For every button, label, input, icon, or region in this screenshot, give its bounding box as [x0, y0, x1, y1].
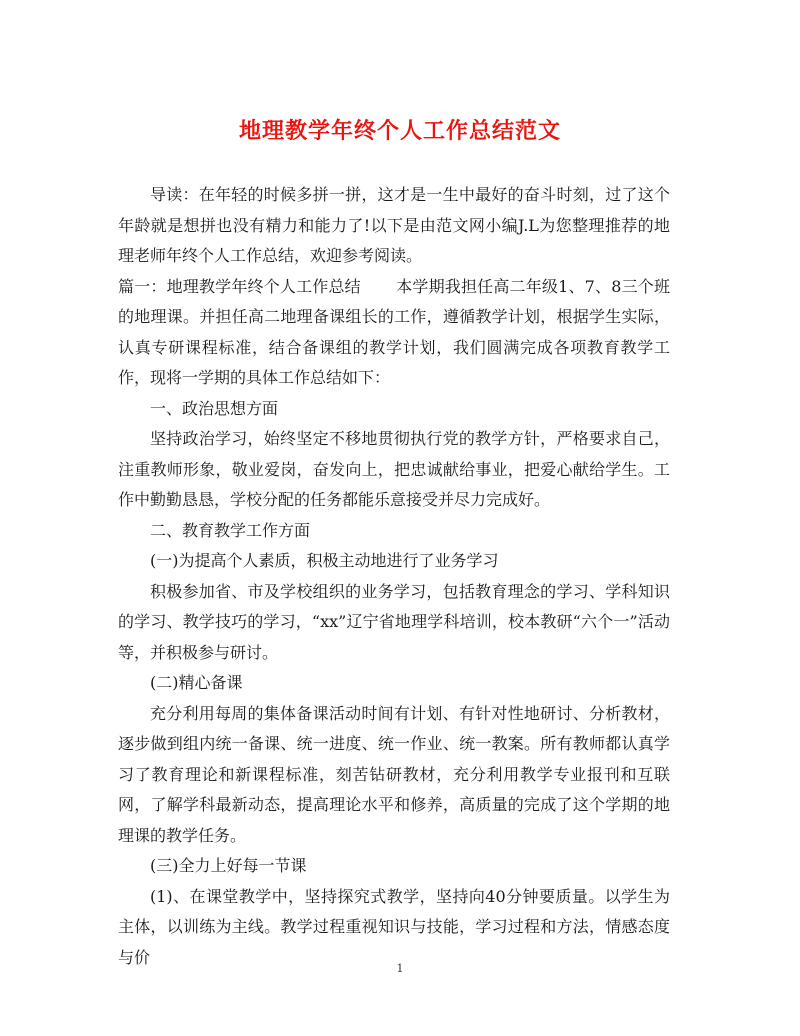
paragraph-political: 坚持政治学习，始终坚定不移地贯彻执行党的教学方针，严格要求自己，注重教师形象，敬业爱岗，奋发向上，把忠诚献给事业，把爱心献给学生。工作中勤勤恳恳，学校分配的任务都能乐意接受并尽力完成好。 — [118, 429, 670, 509]
section-one-text: 本学期我担任高二年级1、7、8三个班的地理课。并担任高二地理备课组长的工作，遵循教学计划，根据学生实际，认真专研课程标准，结合备课组的教学计划，我们圆满完成各项教育教学工作，现将一学期的具体工作总结如下： — [118, 276, 670, 387]
intro-paragraph: 导读：在年轻的时候多拼一拼，这才是一生中最好的奋斗时刻，过了这个年龄就是想拼也没有精力和能力了!以下是由范文网小编J.L为您整理推荐的地理老师年终个人工作总结，欢迎参考阅读。 — [118, 185, 670, 265]
paragraph-class: (1)、在课堂教学中，坚持探究式教学，坚持向40分钟要质量。以学生为主体，以训练为主线。教学过程重视知识与技能，学习过程和方法，情感态度与价 — [118, 886, 670, 967]
document-body — [118, 180, 670, 973]
section-one-heading: 篇一：地理教学年终个人工作总结 — [118, 276, 361, 296]
section-one-paragraph — [118, 272, 670, 394]
subheading-prepare: (二)精心备课 — [150, 673, 243, 692]
document-title: 地理教学年终个人工作总结范文 — [238, 118, 561, 144]
subheading-class: (三)全力上好每一节课 — [150, 856, 307, 875]
heading-teaching: 二、教育教学工作方面 — [150, 520, 311, 540]
paragraph-study: 积极参加省、市及学校组织的业务学习，包括教育理念的学习、学科知识的学习、教学技巧的学习，“xx”辽宁省地理学科培训，校本教研“六个一”活动等，并积极参与研讨。 — [118, 581, 670, 662]
heading-political: 一、政治思想方面 — [150, 398, 279, 418]
paragraph-prepare: 充分利用每周的集体备课活动时间有计划、有针对性地研讨、分析教材，逐步做到组内统一备课、统一进度、统一作业、统一教案。所有教师都认真学习了教育理论和新课程标准，刻苦钻研教材，充分利用教学专业报刊和互联网，了解学科最新动态，提高理论水平和修养，高质量的完成了这个学期的地理课的教学任务。 — [118, 703, 670, 845]
page-number: 1 — [396, 962, 404, 975]
subheading-study: (一)为提高个人素质，积极主动地进行了业务学习 — [150, 551, 499, 570]
